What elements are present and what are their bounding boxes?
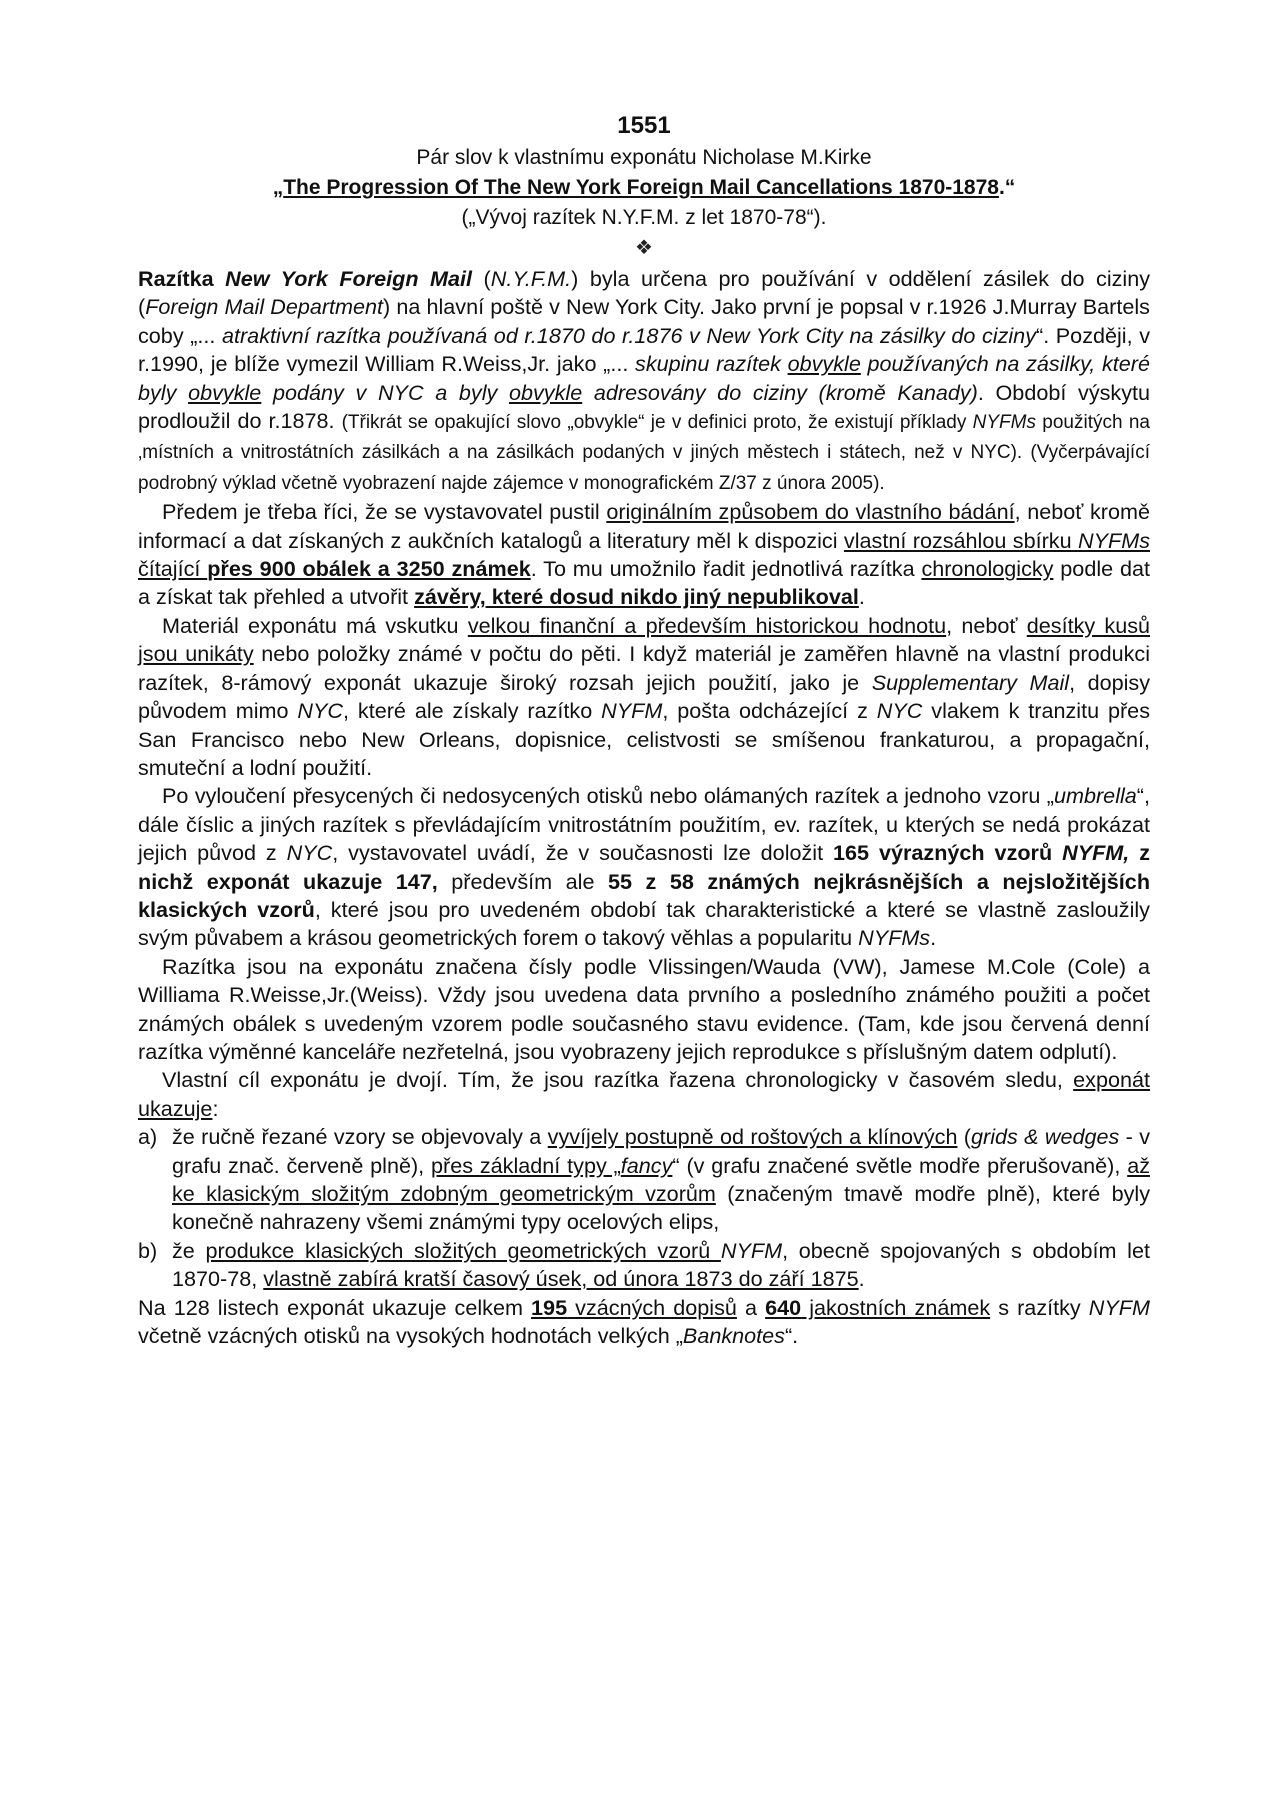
- paragraph-material: Materiál exponátu má vskutku velkou finanční a především historickou hodnotu, neboť desítky kusů jsou unikáty nebo položky známé v počtu do pěti. I když materiál je zaměřen hlavně na vlastní produkci razítek, 8-rámový exponát ukazuje široký rozsah jejich použití, jako je Supplementary Mail, dopisy původem mimo NYC, které ale získaly razítko NYFM, pošta odcházející z NYC vlakem k tranzitu přes San Francisco nebo New Orleans, dopisnice, celistvosti se smíšenou frankaturou, a propagační, smuteční a lodní použití.: [138, 612, 1151, 780]
- page-number: 1551: [617, 112, 671, 139]
- paragraph-numbering: Razítka jsou na exponátu značena čísly podle Vlissingen/Wauda (VW), Jamese M.Cole (Cole) a Williama R.Weisse,Jr.(Weiss). Vždy jsou uvedena data prvního a posledního známého použiti a počet známých obálek s uvedeným vzorem podle současného stavu evidence. (Tam, kde jsou červená denní razítka výměnné kanceláře nezřetelná, jsou vyobrazeny jejich reprodukce s příslušným datem odplutí).: [138, 953, 1150, 1064]
- document-body: [138, 265, 1150, 1350]
- header-line: Pár slov k vlastnímu exponátu Nicholase M.Kirke: [416, 146, 872, 169]
- exhibit-title-text: The Progression Of The New York Foreign Mail Cancellations 1870-1878: [283, 176, 999, 199]
- paragraph-patterns: Po vyloučení přesycených či nedosycených otisků nebo olámaných razítek a jednoho vzoru „umbrella“, dále číslic a jiných razítek s převládajícím vnitrostátním použitím, ev. razítek, u kterých se nedá prokázat jejich původ z NYC, vystavovatel uvádí, že v současnosti lze doložit 165 výrazných vzorů NYFM, z nichž exponát ukazuje 147, především ale 55 z 58 známých nejkrásnějších a nejsložitějších klasických vzorů, které jsou pro uvedeném období tak charakteristické a které se vlastně zasloužily svým půvabem a krásou geometrických forem o takový věhlas a popularitu NYFMs.: [138, 783, 1151, 951]
- document-header: [138, 110, 1150, 261]
- paragraph-research: Předem je třeba říci, že se vystavovatel pustil originálním způsobem do vlastního bádání, neboť kromě informací a dat získaných z aukčních katalogů a literatury měl k dispozici vlastní rozsáhlou sbírku NYFMs čítající přes 900 obálek a 3250 známek. To mu umožnilo řadit jednotlivá razítka chronologicky podle dat a získat tak přehled a utvořit závěry, které dosud nikdo jiný nepublikoval.: [138, 499, 1150, 610]
- diamond-ornament-icon: ❖: [635, 237, 653, 259]
- paragraph-intro: Razítka New York Foreign Mail (N.Y.F.M.) byla určena pro používání v oddělení zásilek do ciziny (Foreign Mail Department) na hlavní poště v New York City. Jako první je popsal v r.1926 J.Murray Bartels coby „... atraktivní razítka používaná od r.1870 do r.1876 v New York City na zásilky do ciziny“. Později, v r.1990, je blíže vymezil William R.Weiss,Jr. jako „... skupinu razítek obvykle používaných na zásilky, které byly obvykle podány v NYC a byly obvykle adresovány do ciziny (kromě Kanady). Období výskytu prodloužil do r.1878. (Třikrát se opakující slovo „obvykle“ je v definici proto, že existují příklady NYFMs použitých na ‚místních a vnitrostátních zásilkách a na zásilkách podaných v jiných městech i státech, než v NYC). (Vyčerpávající podrobný výklad včetně vyobrazení najde zájemce v monografickém Z/37 z února 2005).: [138, 266, 1151, 494]
- list-item-a: a) že ručně řezané vzory se objevovaly a vyvíjely postupně od roštových a klínových (grids & wedges - v grafu znač. červeně plně), přes základní typy „fancy“ (v grafu značené světle modře přerušovaně), až ke klasickým složitým zdobným geometrickým vzorům (značeným tmavě modře plně), které byly konečně nahrazeny všemi známými typy ocelových elips,: [138, 1124, 1150, 1235]
- list-marker: a): [138, 1124, 158, 1150]
- paragraph-summary: Na 128 listech exponát ukazuje celkem 195 vzácných dopisů a 640 jakostních známek s razítky NYFM včetně vzácných otisků na vysokých hodnotách velkých „Banknotes“.: [138, 1294, 1150, 1349]
- paragraph-goal: Vlastní cíl exponátu je dvojí. Tím, že jsou razítka řazena chronologicky v časovém sledu, exponát ukazuje:: [138, 1067, 1150, 1121]
- exhibit-title: „The Progression Of The New York Foreign Mail Cancellations 1870-1878.“: [272, 176, 1016, 199]
- list-marker: b): [138, 1237, 158, 1263]
- goal-list: [138, 1123, 1150, 1293]
- list-item-b: b) že produkce klasických složitých geometrických vzorů NYFM, obecně spojovaných s obdobím let 1870-78, vlastně zabírá kratší časový úsek, od února 1873 do září 1875.: [138, 1237, 1150, 1292]
- exhibit-subtitle: („Vývoj razítek N.Y.F.M. z let 1870-78“).: [461, 206, 827, 229]
